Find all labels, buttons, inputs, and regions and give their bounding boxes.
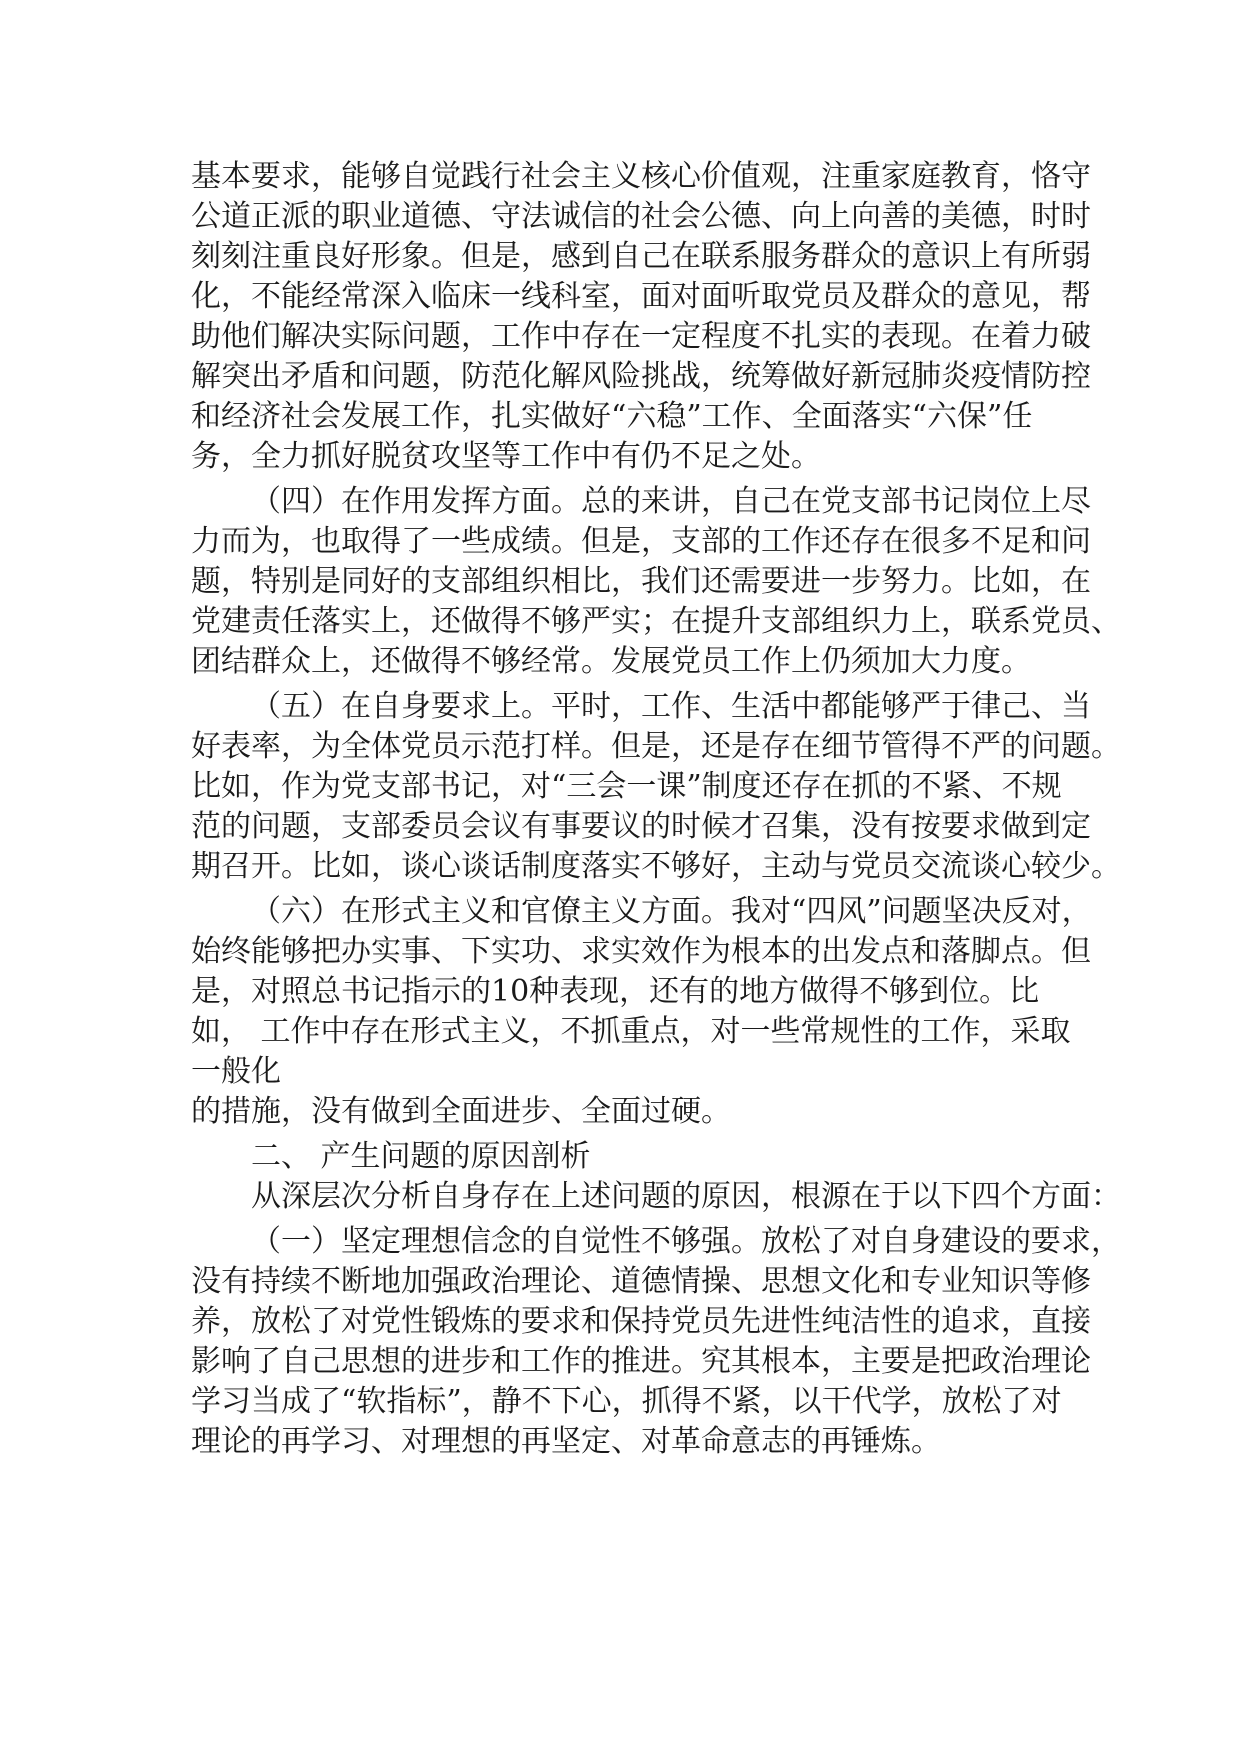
body-text-line: 务，全力抓好脱贫攻坚等工作中有仍不足之处。: [191, 439, 821, 474]
body-text-line: 养，放松了对党性锻炼的要求和保持党员先进性纯洁性的追求，直接: [191, 1304, 1091, 1339]
body-text-line: 理论的再学习、对理想的再坚定、对革命意志的再锤炼。: [191, 1424, 941, 1459]
body-text-line: 化，不能经常深入临床一线科室，面对面听取党员及群众的意见，帮: [191, 279, 1091, 314]
body-text-line: 好表率，为全体党员示范打样。但是，还是存在细节管得不严的问题。: [191, 729, 1121, 764]
body-text-line: 范的问题，支部委员会议有事要议的时候才召集，没有按要求做到定: [191, 809, 1091, 844]
body-text-line: 没有持续不断地加强政治理论、道德情操、思想文化和专业知识等修: [191, 1264, 1091, 1299]
body-text-line: 基本要求，能够自觉践行社会主义核心价值观，注重家庭教育，恪守: [191, 159, 1091, 194]
body-text-line: 始终能够把办实事、下实功、求实效作为根本的出发点和落脚点。但: [191, 934, 1091, 969]
body-text-line: （五）在自身要求上。平时，工作、生活中都能够严于律己、当: [251, 689, 1091, 724]
body-text-line: （一）坚定理想信念的自觉性不够强。放松了对自身建设的要求，: [251, 1224, 1121, 1259]
body-text-line: 党建责任落实上，还做得不够严实；在提升支部组织力上，联系党员、: [191, 604, 1121, 639]
body-text-line: 刻刻注重良好形象。但是，感到自己在联系服务群众的意识上有所弱: [191, 239, 1091, 274]
body-text-line: 学习当成了“软指标”，静不下心，抓得不紧，以干代学，放松了对: [191, 1384, 1062, 1419]
body-text-line: 团结群众上，还做得不够经常。发展党员工作上仍须加大力度。: [191, 644, 1031, 679]
body-text-line: 解突出矛盾和问题，防范化解风险挑战，统筹做好新冠肺炎疫情防控: [191, 359, 1091, 394]
body-text-line: （四）在作用发挥方面。总的来讲，自己在党支部书记岗位上尽: [251, 484, 1091, 519]
body-text-line: 从深层次分析自身存在上述问题的原因，根源在于以下四个方面：: [251, 1179, 1121, 1214]
body-text-line: 期召开。比如，谈心谈话制度落实不够好，主动与党员交流谈心较少。: [191, 849, 1121, 884]
body-text-line: 助他们解决实际问题，工作中存在一定程度不扎实的表现。在着力破: [191, 319, 1091, 354]
body-text-line: 的措施，没有做到全面进步、全面过硬。: [191, 1094, 731, 1129]
body-text-line: 和经济社会发展工作，扎实做好“六稳”工作、全面落实“六保”任: [191, 399, 1033, 434]
body-text-line: 是，对照总书记指示的10种表现，还有的地方做得不够到位。比: [191, 974, 1040, 1009]
body-text-line: 比如，作为党支部书记，对“三会一课”制度还存在抓的不紧、不规: [191, 769, 1062, 804]
body-text-line: 一般化: [191, 1054, 281, 1089]
section-heading: 二、 产生问题的原因剖析: [251, 1139, 591, 1174]
body-text-line: （六）在形式主义和官僚主义方面。我对“四风”问题坚决反对，: [251, 894, 1092, 929]
body-text-line: 影响了自己思想的进步和工作的推进。究其根本，主要是把政治理论: [191, 1344, 1091, 1379]
body-text-line: 如， 工作中存在形式主义，不抓重点，对一些常规性的工作，采取: [191, 1014, 1071, 1049]
body-text-line: 力而为，也取得了一些成绩。但是，支部的工作还存在很多不足和问: [191, 524, 1091, 559]
body-text-line: 公道正派的职业道德、守法诚信的社会公德、向上向善的美德，时时: [191, 199, 1091, 234]
body-text-line: 题，特别是同好的支部组织相比，我们还需要进一步努力。比如，在: [191, 564, 1091, 599]
